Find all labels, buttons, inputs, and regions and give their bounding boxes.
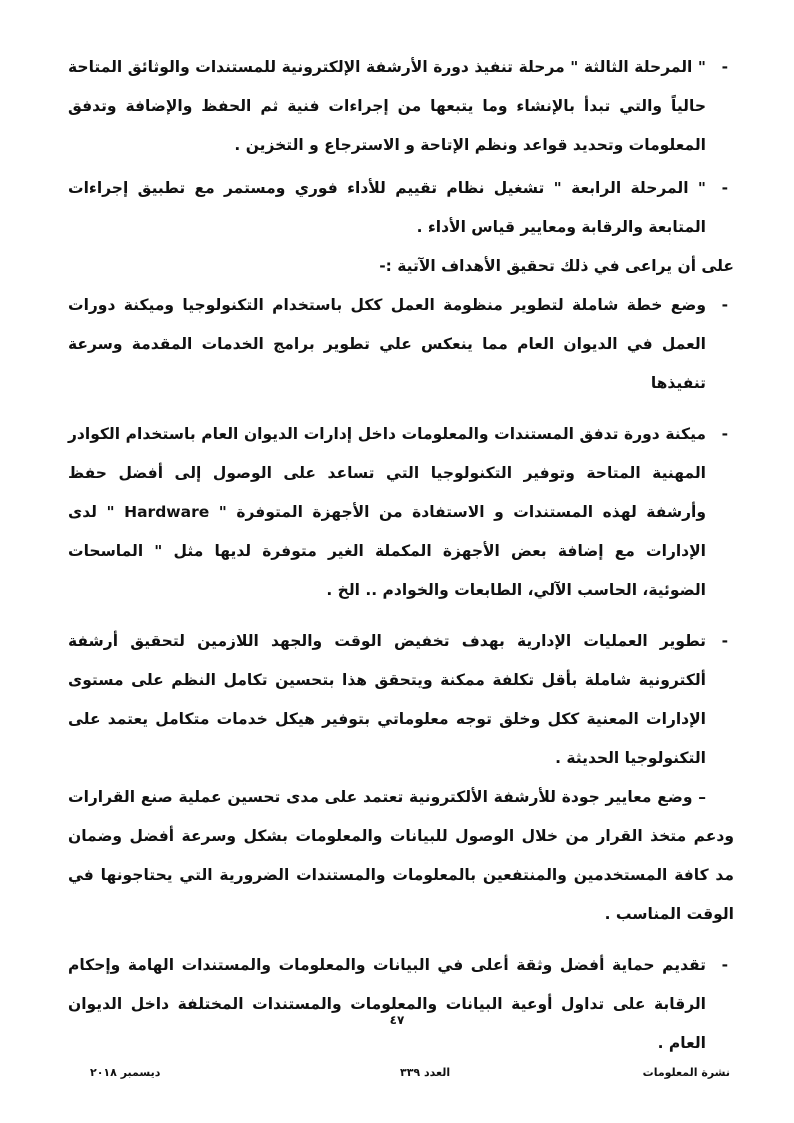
- bullet-dash: -: [721, 179, 728, 197]
- paragraph-text: " المرحلة الرابعة " تشغيل نظام تقييم للأداء فوري ومستمر مع تطبيق إجراءات المتابعة والرقابة ومعايير قياس الأداء .: [68, 179, 706, 236]
- bullet-dash: -: [721, 296, 728, 314]
- page-number: ٤٧: [389, 1013, 405, 1027]
- paragraph-text: تطوير العمليات الإدارية بهدف تخفيض الوقت والجهد اللازمين لتحقيق أرشفة ألكترونية شاملة بأقل تكلفة ممكنة ويتحقق هذا بتحسين تكامل النظم على مستوى الإدارات المعنية ككل وخلق توجه معلوماتي بتوفير هيكل خدمات متكامل يعتمد على التكنولوجيا الحديثة .: [68, 632, 706, 767]
- footer-date: ديسمبر ٢٠١٨: [90, 1066, 161, 1079]
- page-footer: [90, 1066, 730, 1086]
- paragraph-text: وضع خطة شاملة لتطوير منظومة العمل ككل باستخدام التكنولوجيا وميكنة دورات العمل في الديوان العام مما ينعكس علي تطوير برامج الخدمات المقدمة وسرعة تنفيذها: [68, 296, 706, 392]
- list-item: [68, 415, 734, 610]
- section-intro: على أن يراعى في ذلك تحقيق الأهداف الآتية :-: [379, 257, 734, 275]
- footer-publication: نشرة المعلومات: [642, 1066, 730, 1079]
- paragraph-text: ميكنة دورة تدفق المستندات والمعلومات داخل إدارات الديوان العام باستخدام الكوادر المهنية المتاحة وتوفير التكنولوجيا التي تساعد على الوصول إلى أفضل حفظ وأرشفة لهذه المستندات و الاستفادة من الأجهزة المتوفرة " Hardware " لدى الإدارات مع إضافة بعض الأجهزة المكملة الغير متوفرة لديها مثل " الماسحات الضوئية، الحاسب الآلي، الطابعات والخوادم .. الخ .: [68, 425, 706, 599]
- list-item: [68, 286, 734, 403]
- paragraph-text: " المرحلة الثالثة " مرحلة تنفيذ دورة الأرشفة الإلكترونية للمستندات والوثائق المتاحة حالياً والتي تبدأ بالإنشاء وما يتبعها من إجراءات فنية ثم الحفظ والإضافة وتدفق المعلومات وتحديد قواعد ونظم الإتاحة و الاسترجاع و التخزين .: [68, 58, 706, 154]
- bullet-dash: -: [721, 425, 728, 443]
- list-item: [68, 622, 734, 778]
- footer-issue: العدد ٣٣٩: [400, 1066, 451, 1079]
- document-body: [68, 48, 734, 1063]
- paragraph-text: تقديم حماية أفضل وثقة أعلى في البيانات والمعلومات والمستندات الهامة وإحكام الرقابة على تداول أوعية البيانات والمعلومات والمستندات المختلفة داخل الديوان العام .: [68, 956, 706, 1052]
- list-item: [68, 169, 734, 247]
- paragraph-text: – وضع معايير جودة للأرشفة الألكترونية تعتمد على مدى تحسين عملية صنع القرارات ودعم متخذ القرار من خلال الوصول للبيانات والمعلومات بشكل وسرعة أفضل وضمان مد كافة المستخدمين والمنتفعين بالمعلومات والمستندات الضرورية التي يحتاجونها في الوقت المناسب .: [68, 788, 734, 923]
- list-item: [68, 48, 734, 165]
- bullet-dash: -: [721, 58, 728, 76]
- bullet-dash: -: [721, 956, 728, 974]
- bullet-dash: -: [721, 632, 728, 650]
- list-item: [68, 946, 734, 1063]
